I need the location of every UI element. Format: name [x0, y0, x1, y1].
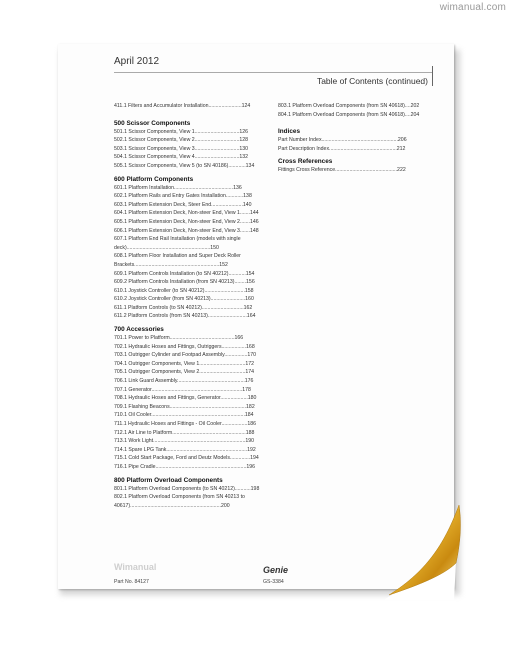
genie-logo: Genie — [263, 565, 289, 575]
toc-entry: 503.1 Scissor Components, View 3...............................130 — [114, 145, 248, 152]
footer-watermark: Wimanual — [114, 562, 157, 572]
toc-entry: 501.1 Scissor Components, View 1...............................126 — [114, 128, 248, 135]
toc-entry: 703.1 Outrigger Cylinder and Footpad Assembly................170 — [114, 352, 257, 359]
toc-entry: 705.1 Outrigger Components, View 2................................174 — [114, 369, 255, 376]
toc-entry: 707.1 Generator...............................................................178 — [114, 386, 251, 393]
section-heading: 800 Platform Overload Components — [114, 476, 223, 484]
header-vertical-rule — [432, 66, 433, 86]
toc-entry: 709.1 Flashing Beacons.....................................................182 — [114, 403, 255, 410]
header-date: April 2012 — [114, 56, 160, 67]
toc-entry: 704.1 Outrigger Components, View 1................................172 — [114, 360, 255, 367]
toc-entry: 708.1 Hydraulic Hoses and Fittings, Generator...................180 — [114, 395, 257, 402]
toc-entry: 701.1 Power to Platform.............................................166 — [114, 335, 244, 342]
toc-entry: 602.1 Platform Rails and Entry Gates Installation............138 — [114, 193, 252, 200]
toc-entry: 411.1 Filters and Accumulator Installation.......................124 — [114, 103, 251, 109]
section-heading: Indices — [278, 128, 301, 136]
toc-entry: 609.2 Platform Controls Installation (from SN 40213)........156 — [114, 279, 255, 286]
toc-entry: 604.1 Platform Extension Deck, Non-steer End, View 1.......144 — [114, 210, 259, 217]
toc-entry: 505.1 Scissor Components, View 5 (to SN 40186)............134 — [114, 162, 255, 169]
toc-entry: 711.1 Hydraulic Hoses and Fittings - Oil Cooler..................186 — [114, 421, 257, 427]
toc-entry: 610.2 Joystick Controller (from SN 40213)........................160 — [114, 296, 254, 303]
toc-entry: 715.1 Cold Start Package, Ford and Deutz Models..............194 — [114, 455, 259, 462]
toc-entry: 611.2 Platform Controls (from SN 40213)...........................164 — [114, 313, 256, 320]
toc-entry: 610.1 Joystick Controller (to SN 40212)............................158 — [114, 287, 254, 294]
page-title: Table of Contents (continued) — [316, 76, 428, 86]
toc-entry: 702.1 Hydraulic Hoses and Fittings, Outriggers.................168 — [114, 343, 255, 350]
section-heading: 500 Scissor Components — [114, 119, 191, 127]
toc-entry: 803.1 Platform Overload Components (from SN 40618)....202 — [278, 103, 420, 109]
toc-entry: 609.1 Platform Controls Installation (to SN 40212)............154 — [114, 270, 255, 277]
toc-entry: Part Description Index...............................................212 — [278, 145, 406, 152]
toc-right-column — [278, 102, 470, 175]
part-number: Part No. 84127 — [114, 579, 149, 585]
toc-entry: 804.1 Platform Overload Components (from SN 40618)....204 — [278, 111, 420, 118]
site-watermark: wimanual.com — [439, 2, 506, 13]
section-heading: Cross References — [278, 158, 333, 166]
toc-entry: 504.1 Scissor Components, View 4...............................132 — [114, 154, 248, 161]
toc-entry: 608.1 Platform Floor Installation and Super Deck Roller Brackets...........................................................152 — [114, 253, 241, 268]
toc-entry: 606.1 Platform Extension Deck, Non-steer End, View 3.......148 — [114, 227, 259, 234]
toc-entry: 607.1 Platform End Rail Installation (models with single deck)..........................................................150 — [114, 236, 241, 251]
toc-entry: Part Number Index.....................................................206 — [278, 137, 407, 144]
section-heading: 600 Platform Components — [114, 175, 194, 183]
toc-entry: 802.1 Platform Overload Components (from SN 40213 to 40617)...............................................................200 — [114, 494, 245, 509]
toc-entry: 605.1 Platform Extension Deck, Non-steer End, View 2.......146 — [114, 218, 259, 225]
toc-entry: Fittings Cross Reference...........................................222 — [278, 167, 406, 174]
toc-entry: 603.1 Platform Extension Deck, Steer End......................140 — [114, 201, 252, 208]
toc-entry: 801.1 Platform Overload Components (to SN 40212)...........198 — [114, 485, 260, 492]
toc-entry: 601.1 Platform Installation.........................................136 — [114, 184, 242, 191]
toc-entry: 502.1 Scissor Components, View 2...............................128 — [114, 137, 248, 144]
toc-entry: 710.1 Oil Cooler.................................................................184 — [114, 412, 254, 419]
page-curl-icon — [384, 505, 464, 600]
toc-entry: 712.1 Air Line to Platform...................................................188 — [114, 429, 255, 436]
section-heading: 700 Accessories — [114, 326, 164, 334]
header-rule — [114, 72, 432, 73]
toc-entry: 716.1 Pipe Cradle...............................................................196 — [114, 463, 255, 470]
toc-entry: 706.1 Link Guard Assembly...............................................176 — [114, 378, 254, 385]
document-code: GS-3384 — [263, 579, 284, 585]
toc-entry: 611.1 Platform Controls (to SN 40212).............................162 — [114, 304, 253, 311]
toc-entry: 713.1 Work Light................................................................190 — [114, 438, 255, 445]
toc-entry: 714.1 Spare LPG Tank........................................................192 — [114, 446, 256, 453]
